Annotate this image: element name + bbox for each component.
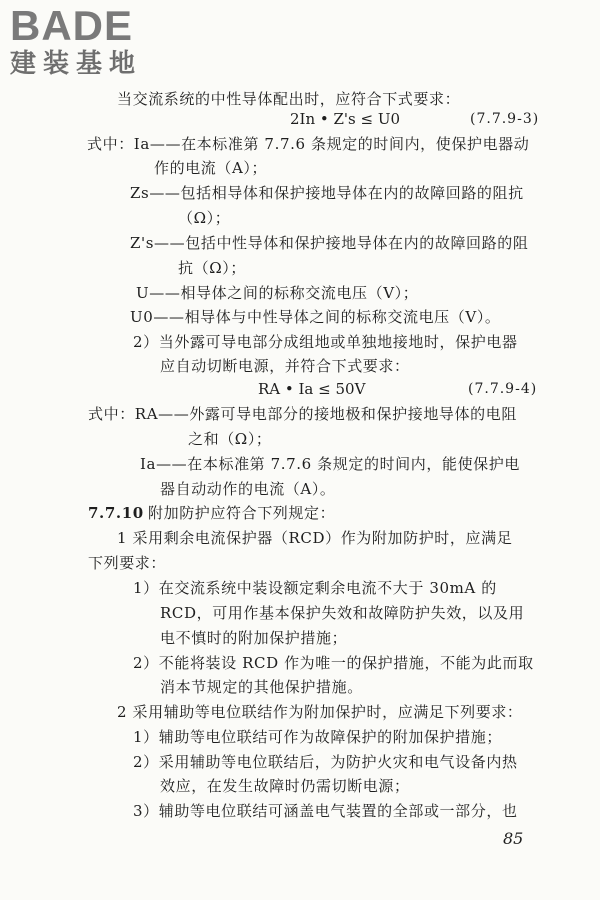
clause-1-item-1-cont2: 电不慎时的附加保护措施； — [160, 629, 348, 647]
item-2-cont: 应自动切断电源，并符合下式要求： — [160, 357, 410, 375]
intro-line: 当交流系统的中性导体配出时，应符合下式要求： — [117, 90, 461, 108]
zs-prime-definition: Z's——包括中性导体和保护接地导体在内的故障回路的阻 — [130, 234, 529, 252]
page-number: 85 — [503, 829, 524, 848]
logo-brand: BADE — [10, 2, 134, 49]
zs-definition: Zs——包括相导体和保护接地导体在内的故障回路的阻抗 — [130, 184, 524, 202]
ra-definition-cont: 之和（Ω）； — [188, 430, 272, 448]
ia-definition: 式中：Ia——在本标准第 7.7.6 条规定的时间内，使保护电器动 — [87, 135, 530, 153]
ra-definition: 式中：RA——外露可导电部分的接地极和保护接地导体的电阻 — [88, 405, 517, 423]
equation-4-number: (7.7.9-4) — [468, 381, 538, 397]
ia-definition-cont: 作的电流（A）； — [154, 159, 268, 177]
equation-4: RA • Ia ≤ 50V — [258, 380, 366, 398]
clause-2-item-2: 2）采用辅助等电位联结后，为防护火灾和电气设备内热 — [133, 753, 518, 771]
clause-1-item-2: 2）不能将装设 RCD 作为唯一的保护措施，不能为此而取 — [133, 654, 534, 672]
clause-title: 附加防护应符合下列规定： — [148, 504, 336, 522]
clause-2-item-2-cont: 效应，在发生故障时仍需切断电源； — [160, 777, 410, 795]
equation-3: 2In • Z's ≤ U0 — [290, 110, 401, 128]
clause-number: 7.7.10 — [88, 504, 144, 522]
logo-subtitle: 建装基地 — [10, 49, 143, 79]
u0-definition: U0——相导体与中性导体之间的标称交流电压（V）。 — [130, 308, 501, 326]
ia2-definition: Ia——在本标准第 7.7.6 条规定的时间内，能使保护电 — [140, 455, 520, 473]
clause-1-cont: 下列要求： — [88, 554, 167, 572]
clause-2-item-3: 3）辅助等电位联结可涵盖电气装置的全部或一部分，也 — [133, 802, 518, 820]
clause-2-item-1: 1）辅助等电位联结可作为故障保护的附加保护措施； — [133, 728, 502, 746]
zs-definition-cont: （Ω）； — [178, 209, 231, 227]
brand-logo — [10, 4, 142, 80]
item-2: 2）当外露可导电部分成组地或单独地接地时，保护电器 — [133, 333, 518, 351]
clause-1-item-2-cont: 消本节规定的其他保护措施。 — [160, 678, 363, 696]
clause-1-item-1: 1）在交流系统中装设额定剩余电流不大于 30mA 的 — [133, 579, 497, 597]
clause-2: 2 采用辅助等电位联结作为附加保护时，应满足下列要求： — [117, 703, 523, 721]
zs-prime-definition-cont: 抗（Ω）； — [178, 259, 246, 277]
equation-3-number: (7.7.9-3) — [470, 111, 540, 127]
clause-1-item-1-cont: RCD，可用作基本保护失效和故障防护失效，以及用 — [160, 604, 525, 622]
u-definition: U——相导体之间的标称交流电压（V）； — [136, 284, 419, 302]
ia2-definition-cont: 器自动动作的电流（A）。 — [160, 480, 336, 498]
clause-1: 1 采用剩余电流保护器（RCD）作为附加防护时，应满足 — [117, 529, 513, 547]
